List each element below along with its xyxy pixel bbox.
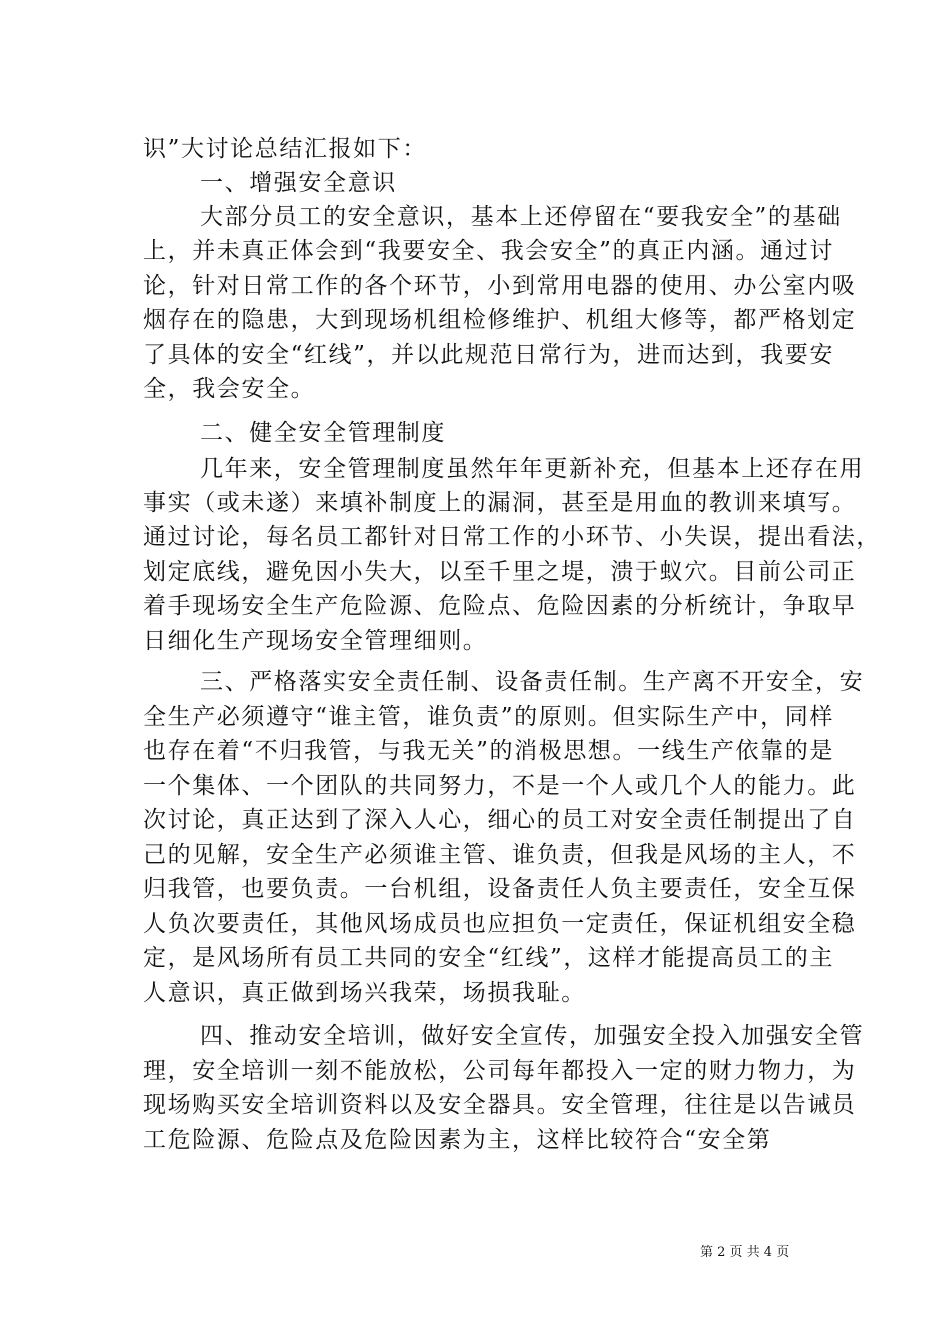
text-line: 上，并未真正体会到“我要安全、我会安全”的真正内涵。通过讨 [143,238,834,264]
section-heading: 一、增强安全意识 [200,170,397,196]
text-line: 归我管，也要负责。一台机组，设备责任人负主要责任，安全互保 [143,876,857,902]
text-line: 划定底线，避免因小失大，以至千里之堤，溃于蚁穴。目前公司正 [143,559,857,585]
text-line: 一个集体、一个团队的共同努力，不是一个人或几个人的能力。此 [143,773,857,799]
text-line: 事实（或未遂）来填补制度上的漏洞，甚至是用血的教训来填写。 [143,490,857,516]
text-line: 论，针对日常工作的各个环节，小到常用电器的使用、办公室内吸 [143,273,857,299]
text-line: 工危险源、危险点及危险因素为主，这样比较符合“安全第 [143,1127,772,1153]
text-line: 己的见解，安全生产必须谁主管、谁负责，但我是风场的主人，不 [143,842,857,868]
text-line: 也存在着“不归我管，与我无关”的消极思想。一线生产依靠的是 [143,738,834,764]
text-line: 人意识，真正做到场兴我荣，场损我耻。 [143,980,586,1006]
page-number: 第 2 页 共 4 页 [700,1245,790,1260]
text-line: 通过讨论，每名员工都针对日常工作的小环节、小失误，提出看法， [143,524,881,550]
text-line: 现场购买安全培训资料以及安全器具。安全管理，往往是以告诫员 [143,1092,857,1118]
text-line: 定，是风场所有员工共同的安全“红线”，这样才能提高员工的主 [143,945,834,971]
text-line: 日细化生产现场安全管理细则。 [143,628,488,654]
text-line: 烟存在的隐患，大到现场机组检修维护、机组大修等，都严格划定 [143,307,857,333]
text-line: 次讨论，真正达到了深入人心，细心的员工对安全责任制提出了自 [143,807,857,833]
text-line: 全生产必须遵守“谁主管，谁负责”的原则。但实际生产中，同样 [143,704,834,730]
text-line: 人负次要责任，其他风场成员也应担负一定责任，保证机组安全稳 [143,911,857,937]
text-line: 几年来，安全管理制度虽然年年更新补充，但基本上还存在用 [200,456,865,482]
text-line: 了具体的安全“红线”，并以此规范日常行为，进而达到，我要安 [143,342,834,368]
text-line: 大部分员工的安全意识，基本上还停留在“要我安全”的基础 [200,204,842,230]
section-heading: 四、推动安全培训，做好安全宣传，加强安全投入加强安全管 [200,1023,865,1049]
text-line: 识”大讨论总结汇报如下： [143,136,427,162]
section-heading: 三、严格落实安全责任制、设备责任制。生产离不开安全，安 [200,669,865,695]
section-heading: 二、健全安全管理制度 [200,420,446,446]
text-line: 着手现场安全生产危险源、危险点、危险因素的分析统计，争取早 [143,593,857,619]
text-line: 全，我会安全。 [143,376,316,402]
text-line: 理，安全培训一刻不能放松，公司每年都投入一定的财力物力，为 [143,1058,857,1084]
